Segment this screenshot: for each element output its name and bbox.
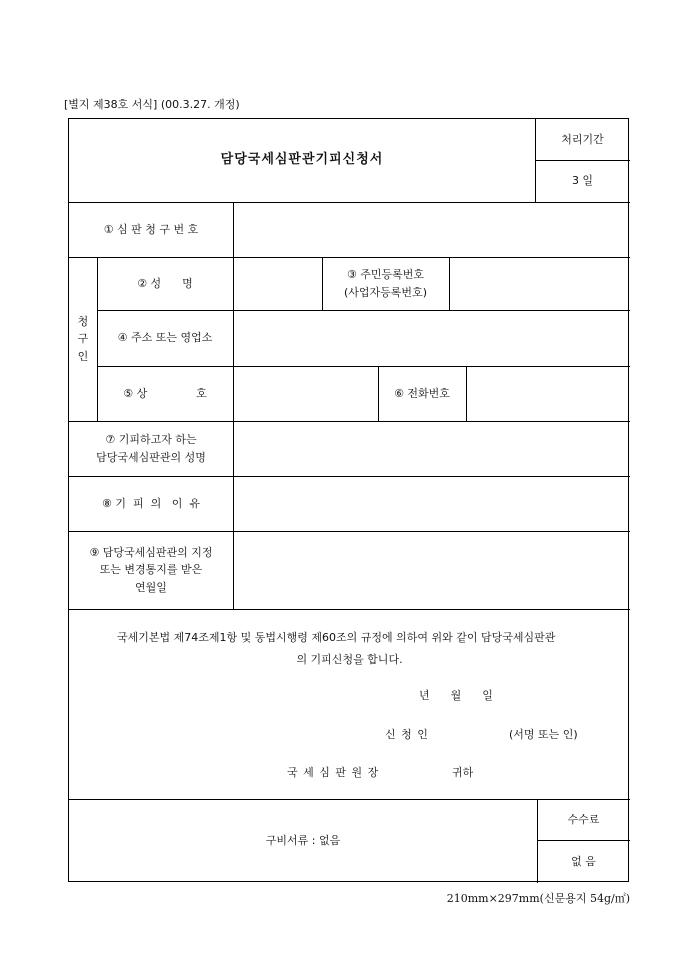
claim-number-field[interactable] <box>233 202 630 257</box>
field-label-trade-name: ⑤ 상 호 <box>123 386 207 400</box>
fee-label: 수수료 <box>567 812 600 826</box>
processing-period-label: 처리기간 <box>561 132 604 146</box>
declaration-text-line1: 국세기본법 제74조제1항 및 동법시행령 제60조의 규정에 의하여 위와 같이 담당국세심판관 <box>117 631 556 644</box>
field-label-phone: ⑥ 전화번호 <box>394 386 450 400</box>
paper-spec-note: 210mm×297mm(신문용지 54g/㎡) <box>446 892 630 905</box>
claimant-group-label: 청 구 인 <box>77 314 89 363</box>
signature-hint: (서명 또는 인) <box>509 728 578 741</box>
field-label-claim-number: ① 심 판 청 구 번 호 <box>103 222 199 236</box>
resident-number-field[interactable] <box>449 257 630 310</box>
name-field[interactable] <box>233 257 322 310</box>
notice-date-field[interactable] <box>233 531 630 609</box>
field-label-reason: ⑧ 기 피 의 이 유 <box>102 496 200 510</box>
reason-field[interactable] <box>233 476 630 531</box>
field-label-notice-date: ⑨ 담당국세심판관의 지정 또는 변경통지를 받은 연월일 <box>89 546 213 594</box>
form-header-note: [별지 제38호 서식] (00.3.27. 개정) <box>64 98 240 111</box>
declaration-text-line2: 의 기피신청을 합니다. <box>296 653 403 666</box>
form-title: 담당국세심판관기피신청서 <box>220 152 384 168</box>
application-form <box>68 118 629 882</box>
honorific: 귀하 <box>452 766 474 779</box>
attachments-note: 구비서류 : 없음 <box>265 834 341 848</box>
applicant-label: 신 청 인 <box>385 728 429 741</box>
trade-name-field[interactable] <box>233 366 378 421</box>
address-field[interactable] <box>233 310 630 366</box>
field-label-address: ④ 주소 또는 영업소 <box>117 331 213 345</box>
processing-period-value: 3 일 <box>571 174 594 188</box>
field-label-name: ② 성 명 <box>137 276 193 290</box>
declaration-date: 년 월 일 <box>419 689 493 702</box>
judge-name-field[interactable] <box>233 421 630 476</box>
fee-value: 없 음 <box>571 854 596 868</box>
addressee-label: 국 세 심 판 원 장 <box>287 766 380 779</box>
phone-field[interactable] <box>466 366 630 421</box>
field-label-judge-name: ⑦ 기피하고자 하는 담당국세심판관의 성명 <box>96 433 206 464</box>
field-label-resident-number: ③ 주민등록번호 (사업자등록번호) <box>344 268 427 299</box>
